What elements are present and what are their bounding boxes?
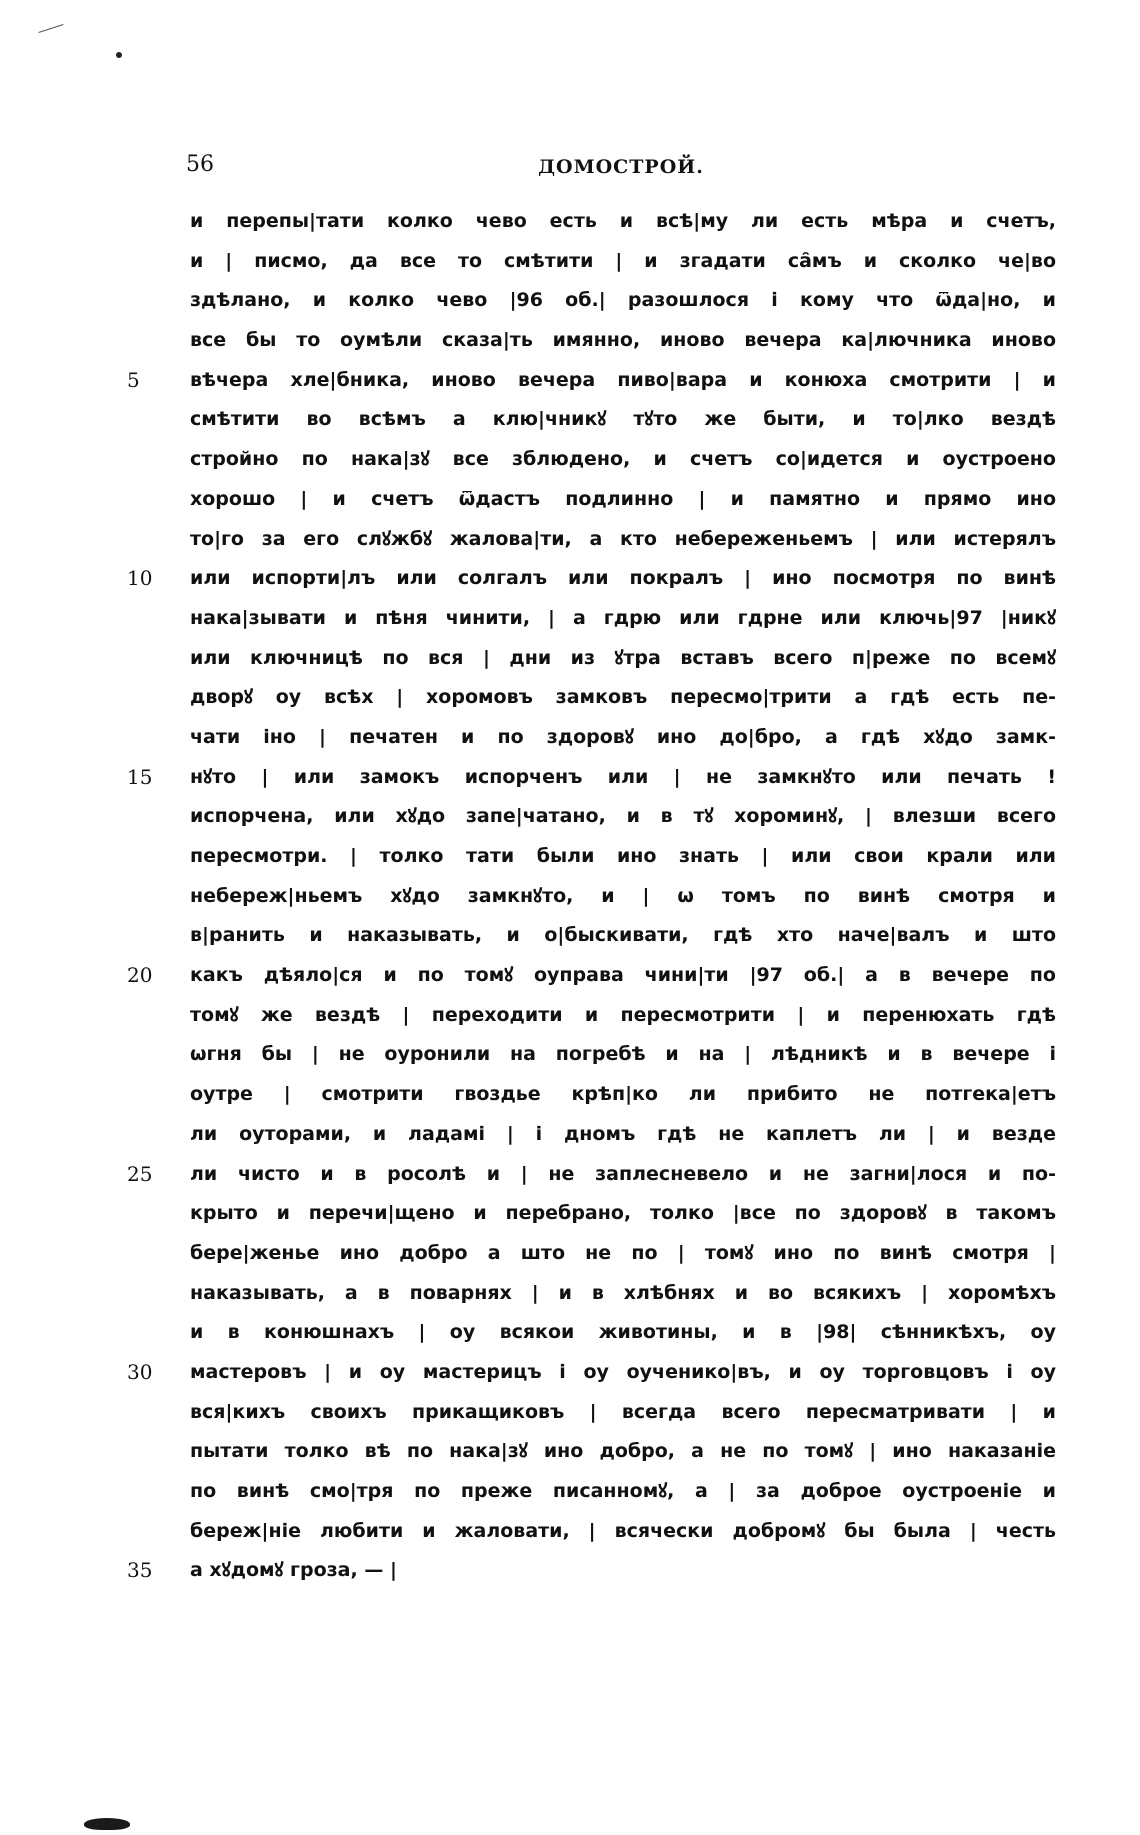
page-header <box>186 152 1056 192</box>
text-line <box>190 1234 1056 1274</box>
page-speck <box>116 52 122 58</box>
text-line <box>127 1353 1056 1393</box>
text-line <box>190 1472 1056 1512</box>
line-text: то|го за его слꙋжбꙋ жалова|ти, а кто небереженьемъ | или истерялъ <box>190 527 1056 550</box>
text-line <box>190 281 1056 321</box>
text-line <box>190 1512 1056 1552</box>
line-text: все бы то оумѣли сказа|ть имянно, иново вечера ка|лючника иново <box>190 329 1056 352</box>
line-text: ли чисто и в росолѣ и | не заплесневело и не загни|лося и по- <box>190 1162 1056 1185</box>
line-text: здѣлано, и колко чево |96 об.| разошлося і кому что ѿда|но, и <box>190 289 1056 312</box>
line-text: смѣтити во всѣмъ а клю|чникꙋ тꙋто же быти, и то|лко вездѣ <box>190 408 1056 431</box>
line-text: пытати толко вѣ по нака|зꙋ ино добро, а не по томꙋ | ино наказаніе <box>190 1440 1056 1463</box>
line-text: испорчена, или хꙋдо запе|чатано, и в тꙋ хороминꙋ, | влезши всего <box>190 805 1056 828</box>
line-number: 5 <box>127 367 140 392</box>
text-line <box>127 956 1056 996</box>
page-scratch-mark <box>38 24 63 33</box>
line-text: небереж|ньемъ хꙋдо замкнꙋто, и | ѡ томъ по винѣ смотря и <box>190 884 1056 907</box>
line-text: томꙋ же вездѣ | переходити и пересмотрити | и перенюхать гдѣ <box>190 1003 1056 1026</box>
text-line <box>190 837 1056 877</box>
line-text: нака|зывати и пѣня чинити, | а гдрю или гдрне или ключь|97 |никꙋ <box>190 606 1056 629</box>
line-text: крыто и перечи|щено и перебрано, толко |все по здоровꙋ в такомъ <box>190 1202 1056 1225</box>
text-line <box>190 1274 1056 1314</box>
line-text: и | писмо, да все то смѣтити | и згадати са̑мъ и сколко че|во <box>190 249 1056 272</box>
line-text: вся|кихъ своихъ прикащиковъ | всегда всего пересматривати | и <box>190 1400 1056 1423</box>
line-text: а хꙋдомꙋ гроза, — | <box>190 1559 397 1582</box>
text-line <box>190 1115 1056 1155</box>
text-line <box>127 361 1056 401</box>
line-number: 20 <box>127 963 153 988</box>
line-text: бере|женье ино добро а што не по | томꙋ ино по винѣ смотря | <box>190 1241 1056 1264</box>
text-line <box>190 1194 1056 1234</box>
line-text: береж|ніе любити и жаловати, | всячески добромꙋ бы была | честь <box>190 1519 1056 1542</box>
line-text: нꙋто | или замокъ испорченъ или | не замкнꙋто или печать ! <box>190 765 1056 788</box>
running-title: ДОМОСТРОЙ. <box>538 156 704 178</box>
line-text: в|ранить и наказывать, и о|быскивати, гдѣ хто наче|валъ и што <box>190 924 1056 947</box>
line-text: оутре | смотрити гвоздье крѣп|ко ли прибито не потгека|етъ <box>190 1083 1056 1106</box>
line-number: 35 <box>127 1558 153 1583</box>
text-line <box>127 758 1056 798</box>
line-text: стройно по нака|зꙋ все зблюдено, и счетъ со|идется и оустроено <box>190 448 1056 471</box>
text-line <box>190 877 1056 917</box>
ink-blot <box>84 1818 130 1830</box>
line-number: 10 <box>127 566 153 591</box>
line-text: и в конюшнахъ | оу всякои животины, и в |98| сѣнникѣхъ, оу <box>190 1321 1056 1344</box>
text-line <box>190 480 1056 520</box>
page-number: 56 <box>186 152 214 177</box>
text-line <box>190 718 1056 758</box>
text-line <box>190 1035 1056 1075</box>
text-line <box>190 520 1056 560</box>
line-text: вѣчера хле|бника, иново вечера пиво|вара и конюха смотрити | и <box>190 368 1056 391</box>
line-number: 25 <box>127 1161 153 1186</box>
text-line <box>190 321 1056 361</box>
text-line <box>190 916 1056 956</box>
line-text: по винѣ смо|тря по преже писанномꙋ, а | за доброе оустроеніе и <box>190 1480 1056 1502</box>
text-line <box>127 1155 1056 1195</box>
line-text: наказывать, а в поварнях | и в хлѣбнях и во всякихъ | хоромѣхъ <box>190 1281 1056 1304</box>
line-number: 15 <box>127 764 153 789</box>
line-text: чати іно | печатен и по здоровꙋ ино до|бро, а гдѣ хꙋдо замк- <box>190 725 1056 748</box>
text-block <box>127 202 1056 1591</box>
line-text: ли оуторами, и ладамі | і дномъ гдѣ не каплетъ ли | и везде <box>190 1122 1056 1145</box>
text-line <box>190 1075 1056 1115</box>
line-text: мастеровъ | и оу мастерицъ і оу оученико|въ, и оу торговцовъ і оу <box>190 1360 1056 1383</box>
text-line <box>190 440 1056 480</box>
line-number: 30 <box>127 1359 153 1384</box>
text-line <box>190 678 1056 718</box>
line-text: хорошо | и счетъ ѿдастъ подлинно | и памятно и прямо ино <box>190 487 1056 510</box>
text-line <box>127 559 1056 599</box>
line-text: и перепы|тати колко чево есть и всѣ|му ли есть мѣра и счетъ, <box>190 210 1056 232</box>
text-line <box>190 639 1056 679</box>
text-line <box>190 996 1056 1036</box>
text-line <box>190 599 1056 639</box>
text-line <box>190 202 1056 242</box>
text-line <box>127 1551 1056 1591</box>
text-line <box>190 1313 1056 1353</box>
text-line <box>190 797 1056 837</box>
line-text: ѡгня бы | не оуронили на погребѣ и на | лѣдникѣ и в вечере і <box>190 1043 1056 1066</box>
text-line <box>190 1393 1056 1433</box>
text-line <box>190 1432 1056 1472</box>
line-text: дворꙋ оу всѣх | хоромовъ замковъ пересмо|трити а гдѣ есть пе- <box>190 686 1056 709</box>
line-text: пересмотри. | толко тати были ино знать | или свои крали или <box>190 845 1056 867</box>
text-line <box>190 242 1056 282</box>
line-text: или испорти|лъ или солгалъ или покралъ | ино посмотря по винѣ <box>190 567 1056 590</box>
text-line <box>190 400 1056 440</box>
line-text: или ключницѣ по вся | дни из ꙋтра вставъ всего п|реже по всемꙋ <box>190 646 1056 669</box>
line-text: какъ дѣяло|ся и по томꙋ оуправа чини|ти |97 об.| а в вечере по <box>190 964 1056 987</box>
